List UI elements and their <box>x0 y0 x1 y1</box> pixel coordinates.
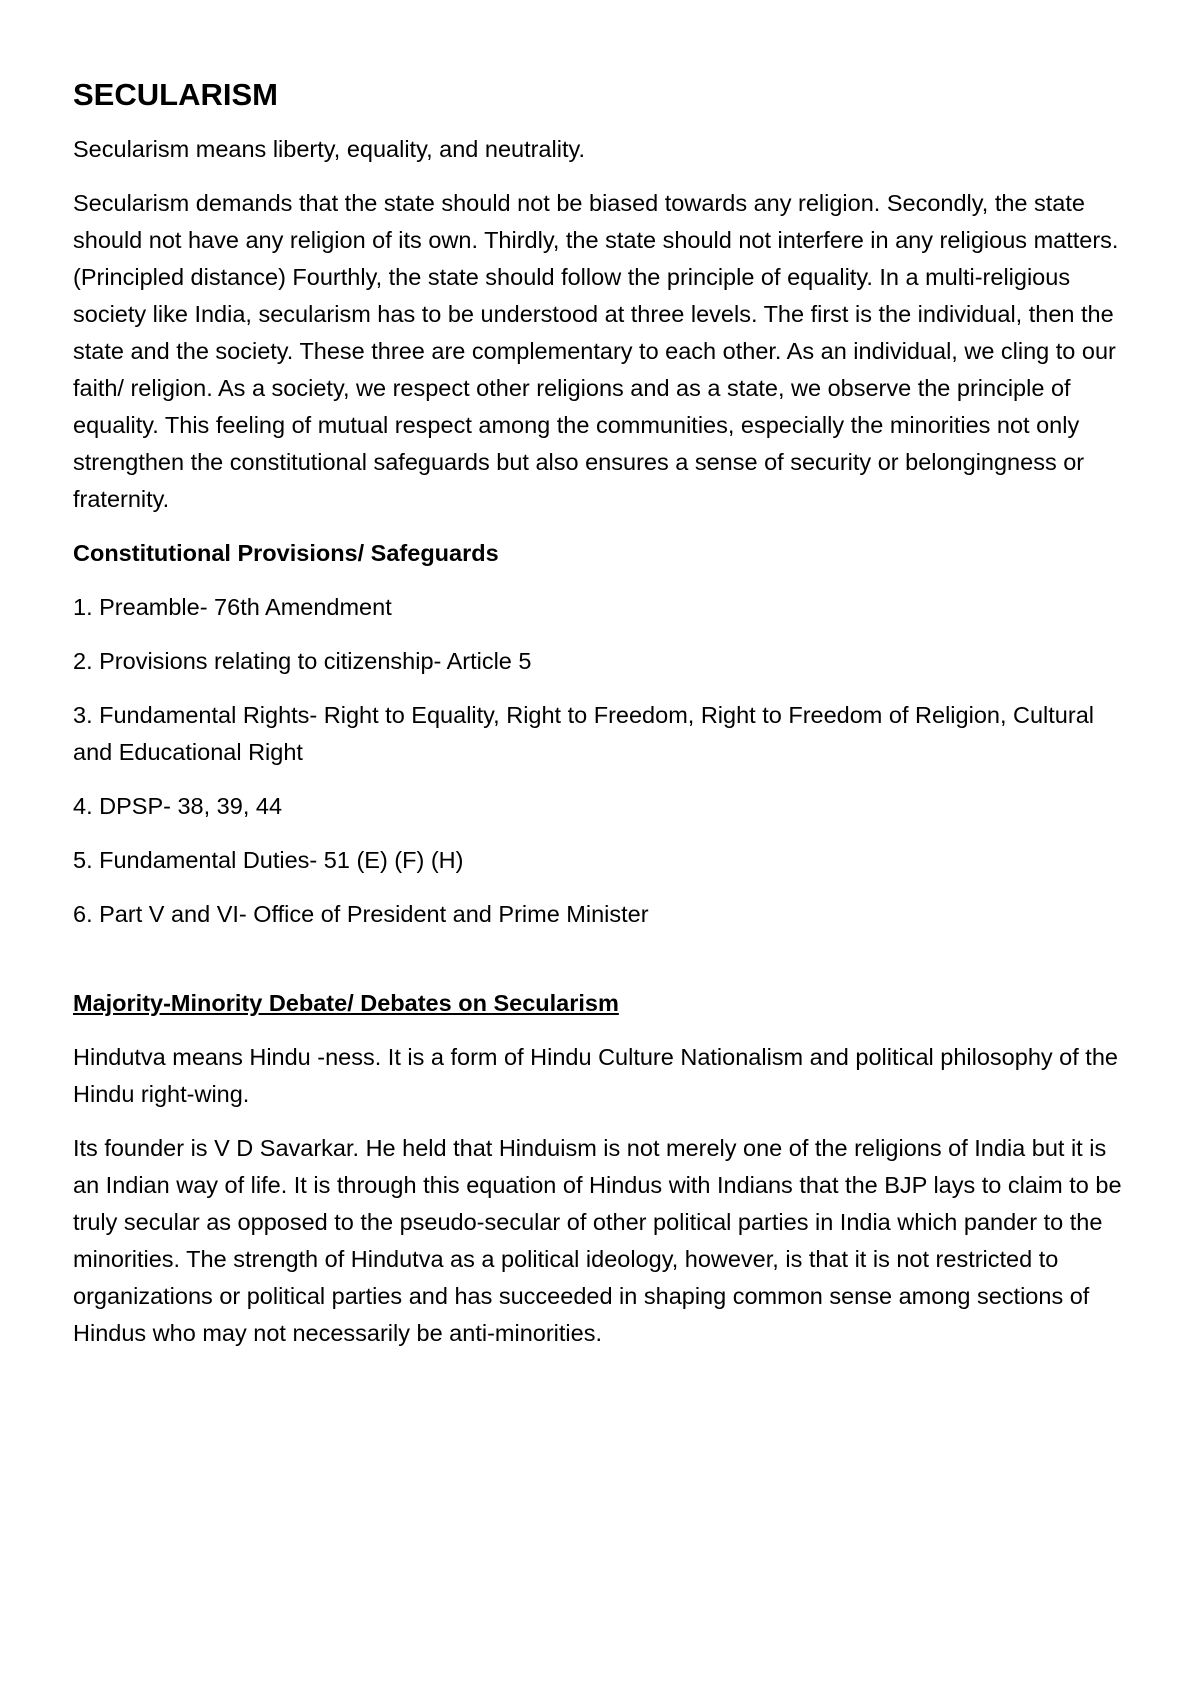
savarkar-paragraph: Its founder is V D Savarkar. He held that Hinduism is not merely one of the religions of India but it is an Indian way of life. It is through this equation of Hindus with Indians that the BJP lays to claim to be truly secular as opposed to the pseudo-secular of other political parties in India which pander to the minorities. The strength of Hindutva as a political ideology, however, is that it is not restricted to organizations or political parties and has succeeded in shaping common sense among sections of Hindus who may not necessarily be anti-minorities. <box>73 1135 1122 1347</box>
hindutva-paragraph: Hindutva means Hindu -ness. It is a form of Hindu Culture Nationalism and political philosophy of the Hindu right-wing. <box>73 1044 1118 1108</box>
secularism-paragraph: Secularism demands that the state should not be biased towards any religion. Secondly, the state should not have any religion of its own. Thirdly, the state should not interfere in any religious matters. (Principled distance) Fourthly, the state should follow the principle of equality. In a multi-religious society like India, secularism has to be understood at three levels. The first is the individual, then the state and the society. These three are complementary to each other. As an individual, we cling to our faith/ religion. As a society, we respect other religions and as a state, we observe the principle of equality. This feeling of mutual respect among the communities, especially the minorities not only strengthen the constitutional safeguards but also ensures a sense of security or belongingness or fraternity. <box>73 190 1119 513</box>
document-title: SECULARISM <box>73 77 278 112</box>
provisions-heading: Constitutional Provisions/ Safeguards <box>73 540 499 567</box>
list-item: 4. DPSP- 38, 39, 44 <box>73 793 283 820</box>
list-item: 2. Provisions relating to citizenship- Article 5 <box>73 648 532 675</box>
list-item: 3. Fundamental Rights- Right to Equality, Right to Freedom, Right to Freedom of Religion, Cultural and Educational Right <box>73 702 1094 766</box>
debate-heading: Majority-Minority Debate/ Debates on Secularism <box>73 990 619 1017</box>
list-item: 5. Fundamental Duties- 51 (E) (F) (H) <box>73 847 464 874</box>
list-item: 1. Preamble- 76th Amendment <box>73 594 392 621</box>
section-spacer <box>73 950 1135 985</box>
intro-paragraph: Secularism means liberty, equality, and neutrality. <box>73 136 586 163</box>
list-item: 6. Part V and VI- Office of President and Prime Minister <box>73 901 649 928</box>
document-page <box>73 76 1135 1369</box>
provisions-list <box>73 589 1135 933</box>
